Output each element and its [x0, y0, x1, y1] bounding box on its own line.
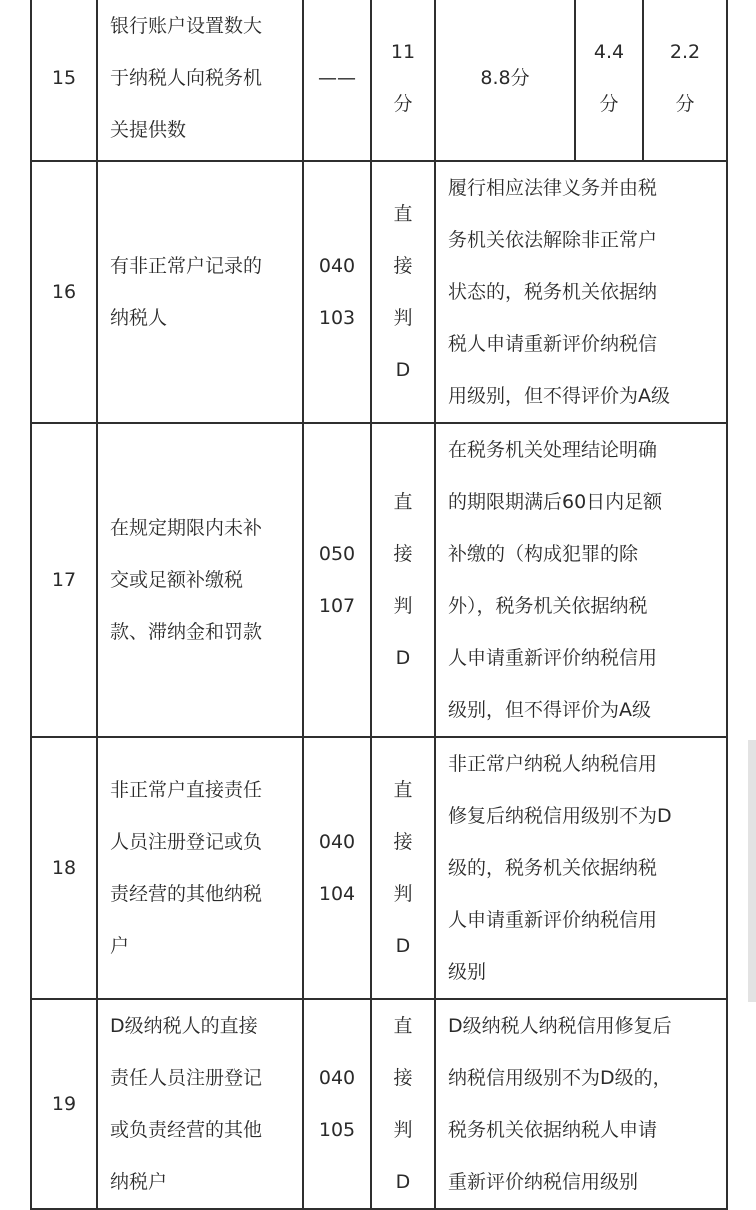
deduction — [371, 161, 435, 423]
score-c — [643, 0, 727, 161]
row-number: 17 — [31, 423, 97, 737]
indicator-name — [97, 161, 303, 423]
name-line: 责任人员注册登记 — [110, 1067, 263, 1089]
score-c-line: 分 — [675, 93, 695, 115]
deduction — [371, 999, 435, 1209]
score-a: 8.8分 — [435, 0, 575, 161]
deduction-line: 分 — [393, 93, 413, 115]
name-line: 在规定期限内未补 — [110, 517, 263, 539]
scrollbar[interactable] — [748, 740, 756, 1002]
indicator-name — [97, 423, 303, 737]
deduction-line: 接 — [393, 831, 413, 853]
note-line: 用级别，但不得评价为A级 — [448, 385, 670, 407]
deduction-line: 直 — [393, 491, 413, 513]
code-line: 104 — [318, 883, 356, 905]
name-line: 纳税人 — [110, 307, 168, 329]
code-line: 105 — [318, 1119, 356, 1141]
deduction — [371, 423, 435, 737]
table-row — [31, 737, 727, 999]
name-line: 于纳税人向税务机 — [110, 67, 263, 89]
code-line: 040 — [318, 255, 356, 277]
table-row — [31, 0, 727, 161]
note-line: 人申请重新评价纳税信用 — [448, 647, 658, 669]
table-row — [31, 161, 727, 423]
note-line: 税人申请重新评价纳税信 — [448, 333, 658, 355]
row-number: 16 — [31, 161, 97, 423]
code-line: 040 — [318, 1067, 356, 1089]
deduction-line: 判 — [393, 1119, 413, 1141]
repair-condition — [435, 423, 727, 737]
code-line: 107 — [318, 595, 356, 617]
note-line: 级别 — [448, 961, 487, 983]
deduction-line: 接 — [393, 255, 413, 277]
note-line: 纳税信用级别不为D级的， — [448, 1067, 672, 1089]
indicator-code — [303, 0, 371, 161]
repair-condition — [435, 999, 727, 1209]
code-line: —— — [318, 67, 356, 89]
note-line: 税务机关依据纳税人申请 — [448, 1119, 658, 1141]
deduction-line: 直 — [393, 779, 413, 801]
note-line: 在税务机关处理结论明确 — [448, 439, 658, 461]
note-line: 补缴的（构成犯罪的除 — [448, 543, 639, 565]
note-line: 级的，税务机关依据纳税 — [448, 857, 658, 879]
note-line: 的期限期满后60日内足额 — [448, 491, 663, 513]
deduction-line: D — [395, 1171, 411, 1193]
note-line: 人申请重新评价纳税信用 — [448, 909, 658, 931]
deduction-line: 判 — [393, 883, 413, 905]
credit-repair-table — [30, 0, 728, 1210]
code-line: 040 — [318, 831, 356, 853]
indicator-code — [303, 737, 371, 999]
deduction-line: 直 — [393, 1015, 413, 1037]
deduction-line: 判 — [393, 307, 413, 329]
name-line: D级纳税人的直接 — [110, 1015, 258, 1037]
indicator-name — [97, 999, 303, 1209]
score-b-line: 4.4 — [593, 41, 625, 63]
note-line: 外），税务机关依据纳税 — [448, 595, 648, 617]
indicator-name — [97, 737, 303, 999]
indicator-code — [303, 999, 371, 1209]
name-line: 户 — [110, 935, 130, 957]
note-line: 务机关依法解除非正常户 — [448, 229, 658, 251]
deduction-line: D — [395, 647, 411, 669]
score-b-line: 分 — [599, 93, 619, 115]
name-line: 关提供数 — [110, 119, 187, 141]
name-line: 有非正常户记录的 — [110, 255, 263, 277]
name-line: 责经营的其他纳税 — [110, 883, 263, 905]
name-line: 款、滞纳金和罚款 — [110, 621, 263, 643]
code-line: 103 — [318, 307, 356, 329]
row-number: 18 — [31, 737, 97, 999]
indicator-code — [303, 161, 371, 423]
row-number: 15 — [31, 0, 97, 161]
score-b — [575, 0, 643, 161]
deduction-line: 直 — [393, 203, 413, 225]
table-row — [31, 423, 727, 737]
indicator-name — [97, 0, 303, 161]
name-line: 交或足额补缴税 — [110, 569, 244, 591]
deduction — [371, 0, 435, 161]
deduction-line: 接 — [393, 543, 413, 565]
table-row — [31, 999, 727, 1209]
repair-condition — [435, 737, 727, 999]
note-line: 级别，但不得评价为A级 — [448, 699, 651, 721]
code-line: 050 — [318, 543, 356, 565]
note-line: 履行相应法律义务并由税 — [448, 177, 658, 199]
note-line: 非正常户纳税人纳税信用 — [448, 753, 658, 775]
name-line: 纳税户 — [110, 1171, 168, 1193]
name-line: 或负责经营的其他 — [110, 1119, 263, 1141]
note-line: 状态的，税务机关依据纳 — [448, 281, 658, 303]
deduction-line: D — [395, 935, 411, 957]
note-line: 重新评价纳税信用级别 — [448, 1171, 639, 1193]
indicator-code — [303, 423, 371, 737]
deduction-line: D — [395, 359, 411, 381]
name-line: 非正常户直接责任 — [110, 779, 263, 801]
score-c-line: 2.2 — [669, 41, 701, 63]
deduction-line: 11 — [390, 41, 416, 63]
deduction-line: 判 — [393, 595, 413, 617]
name-line: 人员注册登记或负 — [110, 831, 263, 853]
row-number: 19 — [31, 999, 97, 1209]
deduction-line: 接 — [393, 1067, 413, 1089]
name-line: 银行账户设置数大 — [110, 15, 263, 37]
note-line: D级纳税人纳税信用修复后 — [448, 1015, 672, 1037]
deduction — [371, 737, 435, 999]
note-line: 修复后纳税信用级别不为D — [448, 805, 672, 827]
repair-condition — [435, 161, 727, 423]
